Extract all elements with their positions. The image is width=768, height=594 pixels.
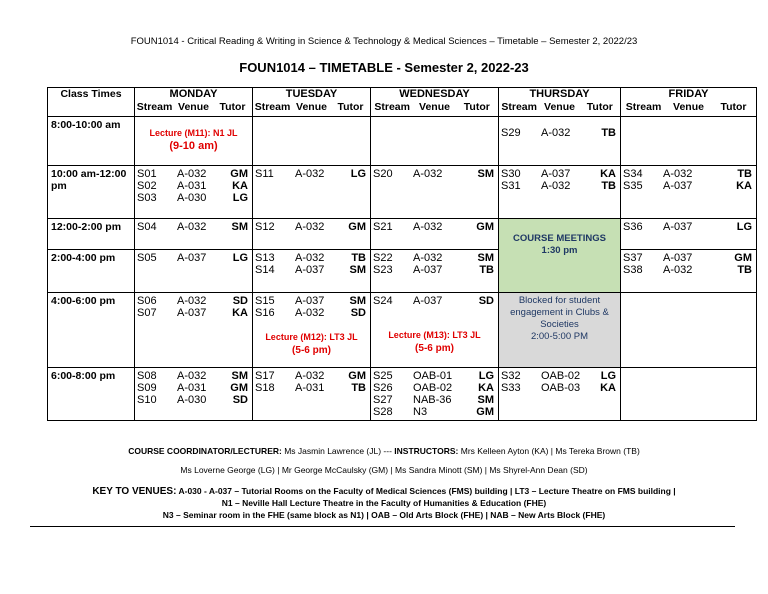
venues-line-2: N1 – Neville Hall Lecture Theatre in the Faculty of Humanities & Education (FHE) <box>221 498 547 508</box>
cell-fri-5 <box>621 368 757 421</box>
list-item <box>373 295 496 307</box>
cell-tue-4 <box>253 293 371 368</box>
stream: S18 <box>255 382 275 394</box>
cell-fri-2 <box>621 219 757 250</box>
cell-mon-0 <box>135 117 253 166</box>
stream: S34 <box>623 168 643 180</box>
tutor: KA <box>600 168 616 180</box>
divider <box>30 526 735 527</box>
cell-thu-5 <box>499 368 621 421</box>
stream: S30 <box>501 168 521 180</box>
stream: S24 <box>373 295 393 307</box>
stream: S25 <box>373 370 393 382</box>
list-item <box>373 370 496 382</box>
stream: S32 <box>501 370 521 382</box>
stream: S21 <box>373 221 393 233</box>
class-times-header: Class Times <box>48 88 135 117</box>
tutor: TB <box>601 127 616 139</box>
list-item <box>373 394 496 406</box>
stream: S26 <box>373 382 393 394</box>
stream: S05 <box>137 252 157 264</box>
list-item <box>373 221 496 233</box>
cell-fri-4 <box>621 293 757 368</box>
venue: A-032 <box>413 221 443 233</box>
page-title: FOUN1014 – TIMETABLE - Semester 2, 2022-23 <box>239 60 529 75</box>
time-slot: 6:00-8:00 pm <box>48 368 135 421</box>
venue: A-032 <box>295 252 325 264</box>
stream: S09 <box>137 382 157 394</box>
table-row <box>48 117 757 166</box>
list-item <box>373 252 496 264</box>
cell-thu-1 <box>499 166 621 219</box>
venue: A-032 <box>663 264 693 276</box>
list-item <box>501 370 618 382</box>
tutor: SD <box>232 295 248 307</box>
stream: S12 <box>255 221 275 233</box>
tutor: KA <box>736 180 752 192</box>
stream: S07 <box>137 307 157 319</box>
course-meetings-label: COURSE MEETINGS <box>513 233 606 244</box>
tutor: LG <box>736 221 752 233</box>
cell-wed-0 <box>371 117 499 166</box>
cell-mon-2 <box>135 219 253 250</box>
cell-wed-3 <box>371 250 499 293</box>
table-header-row <box>48 88 757 117</box>
tutor: SM <box>349 264 366 276</box>
tutor: SM <box>349 295 366 307</box>
venue: A-037 <box>413 295 443 307</box>
course-meetings-cell <box>499 219 621 293</box>
venue: A-032 <box>177 168 207 180</box>
list-item <box>373 382 496 394</box>
list-item <box>373 406 496 418</box>
list-item <box>255 252 368 264</box>
tutor: TB <box>601 180 616 192</box>
stream: S16 <box>255 307 275 319</box>
cell-tue-3 <box>253 250 371 293</box>
list-item <box>137 370 250 382</box>
lecture-label: Lecture (M12): LT3 JL <box>265 332 358 342</box>
lecture-time: (5-6 pm) <box>292 345 331 356</box>
venue: A-037 <box>663 180 693 192</box>
venue: A-030 <box>177 394 207 406</box>
venue: A-037 <box>177 307 207 319</box>
venue: NAB-36 <box>413 394 452 406</box>
instructors-line: Ms Loverne George (LG) | Mr George McCaulsky (GM) | Ms Sandra Minott (SM) | Ms Shyrel-Ann Dean (SD) <box>180 465 588 475</box>
time-slot: 10:00 am-12:00 pm <box>48 166 135 219</box>
list-item <box>137 295 250 307</box>
venue: OAB-02 <box>541 370 581 382</box>
list-item <box>137 168 250 180</box>
tutor: SD <box>478 295 494 307</box>
cell-fri-3 <box>621 250 757 293</box>
stream: S08 <box>137 370 157 382</box>
tutor: LG <box>232 252 248 264</box>
stream: S03 <box>137 192 157 204</box>
stream: S28 <box>373 406 393 418</box>
tutor: TB <box>737 264 752 276</box>
cell-wed-1 <box>371 166 499 219</box>
list-item <box>373 264 496 276</box>
cell-tue-1 <box>253 166 371 219</box>
blocked-cell <box>499 293 621 368</box>
list-item <box>255 370 368 382</box>
venue: A-031 <box>295 382 325 394</box>
lecture-time: (5-6 pm) <box>415 343 454 354</box>
cell-tue-5 <box>253 368 371 421</box>
coordinator-line: COURSE COORDINATOR/LECTURER: Ms Jasmin Lawrence (JL) --- INSTRUCTORS: Mrs Kelleen Ayton (KA) | Ms Tereka Brown (TB) <box>128 446 640 456</box>
tutor: TB <box>737 168 752 180</box>
venue: A-032 <box>541 127 571 139</box>
tutor: KA <box>232 180 248 192</box>
venue: A-037 <box>295 264 325 276</box>
venue: A-037 <box>177 252 207 264</box>
list-item <box>137 180 250 192</box>
venues-line-3: N3 – Seminar room in the FHE (same block as N1) | OAB – Old Arts Block (FHE) | NAB – New Arts Block (FHE) <box>162 510 606 520</box>
stream: S27 <box>373 394 393 406</box>
stream: S23 <box>373 264 393 276</box>
blocked-time: 2:00-5:00 PM <box>530 331 589 342</box>
day-header-wednesday: WEDNESDAY Stream Venue Tutor <box>371 88 499 117</box>
venue: A-037 <box>413 264 443 276</box>
list-item <box>137 221 250 233</box>
tutor: GM <box>476 406 494 418</box>
tutor: GM <box>734 252 752 264</box>
tutor: KA <box>478 382 494 394</box>
stream: S06 <box>137 295 157 307</box>
stream: S20 <box>373 168 393 180</box>
day-header-thursday: THURSDAY Stream Venue Tutor <box>499 88 621 117</box>
tutor: SM <box>231 370 248 382</box>
list-item <box>137 192 250 204</box>
cell-wed-5 <box>371 368 499 421</box>
course-meetings-time: 1:30 pm <box>541 245 578 256</box>
cell-mon-4 <box>135 293 253 368</box>
venue: OAB-03 <box>541 382 581 394</box>
venue: A-032 <box>177 370 207 382</box>
venue: A-037 <box>663 221 693 233</box>
list-item <box>255 295 368 307</box>
list-item <box>623 264 754 276</box>
venues-line-1: KEY TO VENUES: A-030 - A-037 – Tutorial Rooms on the Faculty of Medical Sciences (FMS) building | LT3 – Lecture Theatre on FMS building | <box>92 486 676 497</box>
tutor: LG <box>478 370 494 382</box>
document-header: FOUN1014 - Critical Reading & Writing in Science & Technology & Medical Sciences – Timetable – Semester 2, 2022/23 <box>130 36 638 47</box>
table-row <box>48 219 757 250</box>
lecture-label: Lecture (M11): N1 JL <box>149 128 238 138</box>
tutor: TB <box>479 264 494 276</box>
stream: S11 <box>255 168 274 180</box>
tutor: GM <box>230 168 248 180</box>
stream: S14 <box>255 264 275 276</box>
tutor: SD <box>232 394 248 406</box>
venue: A-032 <box>541 180 571 192</box>
tutor: LG <box>600 370 616 382</box>
tutor: SM <box>477 168 494 180</box>
day-header-monday: MONDAY Stream Venue Tutor <box>135 88 253 117</box>
list-item <box>137 307 250 319</box>
venue: A-032 <box>177 295 207 307</box>
stream: S37 <box>623 252 643 264</box>
cell-thu-0 <box>499 117 621 166</box>
tutor: SM <box>477 394 494 406</box>
tutor: KA <box>232 307 248 319</box>
time-slot: 2:00-4:00 pm <box>48 250 135 293</box>
stream: S04 <box>137 221 157 233</box>
cell-mon-5 <box>135 368 253 421</box>
tutor: LG <box>350 168 366 180</box>
list-item <box>623 168 754 180</box>
stream: S36 <box>623 221 643 233</box>
venue: A-037 <box>663 252 693 264</box>
list-item <box>137 394 250 406</box>
timetable <box>47 87 757 421</box>
list-item <box>623 252 754 264</box>
tutor: TB <box>351 382 366 394</box>
venue: A-032 <box>295 370 325 382</box>
list-item <box>255 307 368 319</box>
time-slot: 8:00-10:00 am <box>48 117 135 166</box>
list-item <box>501 382 618 394</box>
venue: A-032 <box>663 168 693 180</box>
tutor: SM <box>477 252 494 264</box>
list-item <box>255 221 368 233</box>
table-row <box>48 293 757 368</box>
cell-fri-0 <box>621 117 757 166</box>
day-header-friday: FRIDAY Stream Venue Tutor <box>621 88 757 117</box>
list-item <box>501 127 618 139</box>
stream: S01 <box>137 168 157 180</box>
cell-wed-4 <box>371 293 499 368</box>
venue: A-032 <box>413 252 443 264</box>
stream: S02 <box>137 180 157 192</box>
cell-tue-2 <box>253 219 371 250</box>
list-item <box>501 180 618 192</box>
venue: A-032 <box>295 307 325 319</box>
time-slot: 4:00-6:00 pm <box>48 293 135 368</box>
table-row <box>48 368 757 421</box>
cell-fri-1 <box>621 166 757 219</box>
cell-tue-0 <box>253 117 371 166</box>
cell-mon-1 <box>135 166 253 219</box>
tutor: GM <box>476 221 494 233</box>
venue: A-032 <box>295 168 325 180</box>
table-row <box>48 166 757 219</box>
stream: S17 <box>255 370 275 382</box>
tutor: GM <box>348 370 366 382</box>
tutor: SD <box>350 307 366 319</box>
venue: A-032 <box>413 168 443 180</box>
stream: S35 <box>623 180 643 192</box>
table-row <box>48 250 757 293</box>
blocked-label: Blocked for student engagement in Clubs & Societies <box>510 295 609 330</box>
stream: S38 <box>623 264 643 276</box>
list-item <box>623 221 754 233</box>
venue: A-037 <box>541 168 571 180</box>
list-item <box>373 168 496 180</box>
stream: S31 <box>501 180 521 192</box>
list-item <box>623 180 754 192</box>
tutor: GM <box>348 221 366 233</box>
list-item <box>255 264 368 276</box>
tutor: SM <box>231 221 248 233</box>
tutor: TB <box>351 252 366 264</box>
list-item <box>255 382 368 394</box>
venue: A-032 <box>295 221 325 233</box>
venue: A-031 <box>177 382 207 394</box>
lecture-label: Lecture (M13): LT3 JL <box>388 330 481 340</box>
time-slot: 12:00-2:00 pm <box>48 219 135 250</box>
stream: S10 <box>137 394 157 406</box>
cell-mon-3 <box>135 250 253 293</box>
venue: OAB-02 <box>413 382 453 394</box>
list-item <box>137 382 250 394</box>
cell-wed-2 <box>371 219 499 250</box>
venue: A-037 <box>295 295 325 307</box>
tutor: LG <box>232 192 248 204</box>
list-item <box>137 252 250 264</box>
stream: S33 <box>501 382 521 394</box>
day-header-tuesday: TUESDAY Stream Venue Tutor <box>253 88 371 117</box>
venue: A-031 <box>177 180 207 192</box>
lecture-time: (9-10 am) <box>169 140 218 152</box>
venue: A-032 <box>177 221 207 233</box>
venue: A-030 <box>177 192 207 204</box>
list-item <box>501 168 618 180</box>
list-item <box>255 168 368 180</box>
tutor: KA <box>600 382 616 394</box>
stream: S15 <box>255 295 275 307</box>
venue: N3 <box>413 406 428 418</box>
tutor: GM <box>230 382 248 394</box>
stream: S22 <box>373 252 393 264</box>
venue: OAB-01 <box>413 370 453 382</box>
stream: S29 <box>501 127 521 139</box>
stream: S13 <box>255 252 275 264</box>
